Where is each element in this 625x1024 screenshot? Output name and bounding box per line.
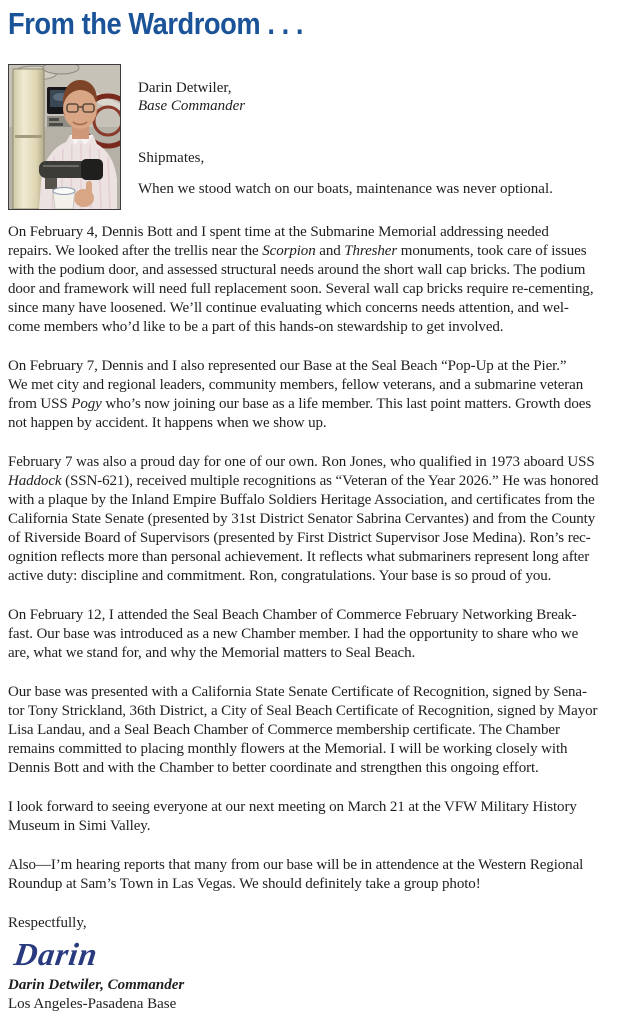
periscope-well	[13, 69, 44, 209]
paragraph-line: are, what we stand for, and why the Memorial matters to Seal Beach.	[8, 645, 416, 661]
page-title: From the Wardroom . . .	[8, 6, 304, 41]
opening-line: When we stood watch on our boats, maintenance was never optional.	[138, 181, 553, 197]
paragraph	[8, 683, 617, 778]
paragraph-line: not happen by accident. It happens when we show up.	[8, 415, 327, 431]
paragraph	[8, 223, 617, 337]
paragraph-line: Also—I’m hearing reports that many from our base will be in attendence at the Western Regional	[8, 857, 584, 873]
commander-intro	[138, 64, 553, 198]
paragraph-line: repairs. We looked after the trellis near the Scorpion and Thresher monuments, took care of issues	[8, 243, 587, 259]
closing-block	[8, 914, 617, 1014]
commander-header	[8, 64, 617, 210]
commander-name: Darin Detwiler,	[138, 80, 232, 96]
paragraph-line: from USS Pogy who’s now joining our base as a life member. This last point matters. Growth does	[8, 396, 592, 412]
paragraph-line: On February 4, Dennis Bott and I spent time at the Submarine Memorial addressing needed	[8, 224, 549, 240]
paragraph-line: come members who’d like to be a part of this hands-on stewardship to get involved.	[8, 319, 504, 335]
paragraph-line: since many have loosened. We’ll continue evaluating which concerns needs attention, and wel-	[8, 300, 569, 316]
paragraph-line: On February 7, Dennis and I also represented our Base at the Seal Beach “Pop-Up at the Pier.”	[8, 358, 567, 374]
paragraph-line: fast. Our base was introduced as a new Chamber member. I had the opportunity to share who we	[8, 626, 579, 642]
handwritten-signature: Darin	[12, 936, 101, 972]
paragraph-line: We met city and regional leaders, community members, fellow veterans, and a submarine veteran	[8, 377, 584, 393]
paragraph-line: I look forward to seeing everyone at our next meeting on March 21 at the VFW Military History	[8, 799, 577, 815]
paragraph	[8, 798, 617, 836]
paragraph-line: active duty: discipline and commitment. Ron, congratulations. Your base is so proud of you.	[8, 568, 552, 584]
paragraph-line: with a plaque by the Inland Empire Buffalo Soldiers Heritage Association, and certificates from the	[8, 492, 595, 508]
closing-word: Respectfully,	[8, 915, 87, 931]
paragraph-line: Lisa Landau, and a Seal Beach Chamber of Commerce membership certificate. The Chamber	[8, 722, 560, 738]
paragraph-line: Our base was presented with a California State Senate Certificate of Recognition, signed by Sena-	[8, 684, 587, 700]
paragraph-line: Haddock (SSN-621), received multiple recognitions as “Veteran of the Year 2026.” He was honored	[8, 473, 599, 489]
paragraph	[8, 606, 617, 663]
paragraph-line: of Riverside Board of Supervisors (presented by First District Supervisor Jose Medina). Ron’s rec-	[8, 530, 591, 546]
commander-role: Base Commander	[138, 98, 246, 114]
paragraph-line: February 7 was also a proud day for one of our own. Ron Jones, who qualified in 1973 aboard USS	[8, 454, 595, 470]
paragraph-line: Roundup at Sam’s Town in Las Vegas. We should definitely take a group photo!	[8, 876, 481, 892]
commander-photo-illustration	[9, 65, 120, 209]
paragraph-line: Museum in Simi Valley.	[8, 818, 151, 834]
paragraph-line: remains committed to placing monthly flowers at the Memorial. I will be working closely with	[8, 741, 568, 757]
signature-base: Los Angeles-Pasadena Base	[8, 996, 177, 1012]
salutation: Shipmates,	[138, 150, 205, 166]
paragraph-line: California State Senate (presented by 31st District Senator Sabrina Cervantes) and from the County	[8, 511, 596, 527]
paragraph-line: On February 12, I attended the Seal Beach Chamber of Commerce February Networking Break-	[8, 607, 577, 623]
commander-portrait-photo	[8, 64, 121, 210]
paragraph	[8, 856, 617, 894]
paragraph-line: tor Tony Strickland, 36th District, a City of Seal Beach Certificate of Recognition, signed by Mayor	[8, 703, 598, 719]
paragraph	[8, 453, 617, 586]
paragraph-line: Dennis Bott and with the Chamber to better coordinate and strengthen this ongoing effort.	[8, 760, 539, 776]
signature-name-title: Darin Detwiler, Commander	[8, 977, 185, 993]
paragraph	[8, 357, 617, 433]
paragraph-line: ognition reflects more than personal achievement. It reflects what submariners represent long after	[8, 549, 590, 565]
letter-body	[8, 223, 617, 894]
paragraph-line: door and framework will need full replacement soon. Several wall cap bricks require re-cementing,	[8, 281, 594, 297]
paragraph-line: with the podium door, and assessed structural needs around the short wall cap bricks. The podium	[8, 262, 586, 278]
